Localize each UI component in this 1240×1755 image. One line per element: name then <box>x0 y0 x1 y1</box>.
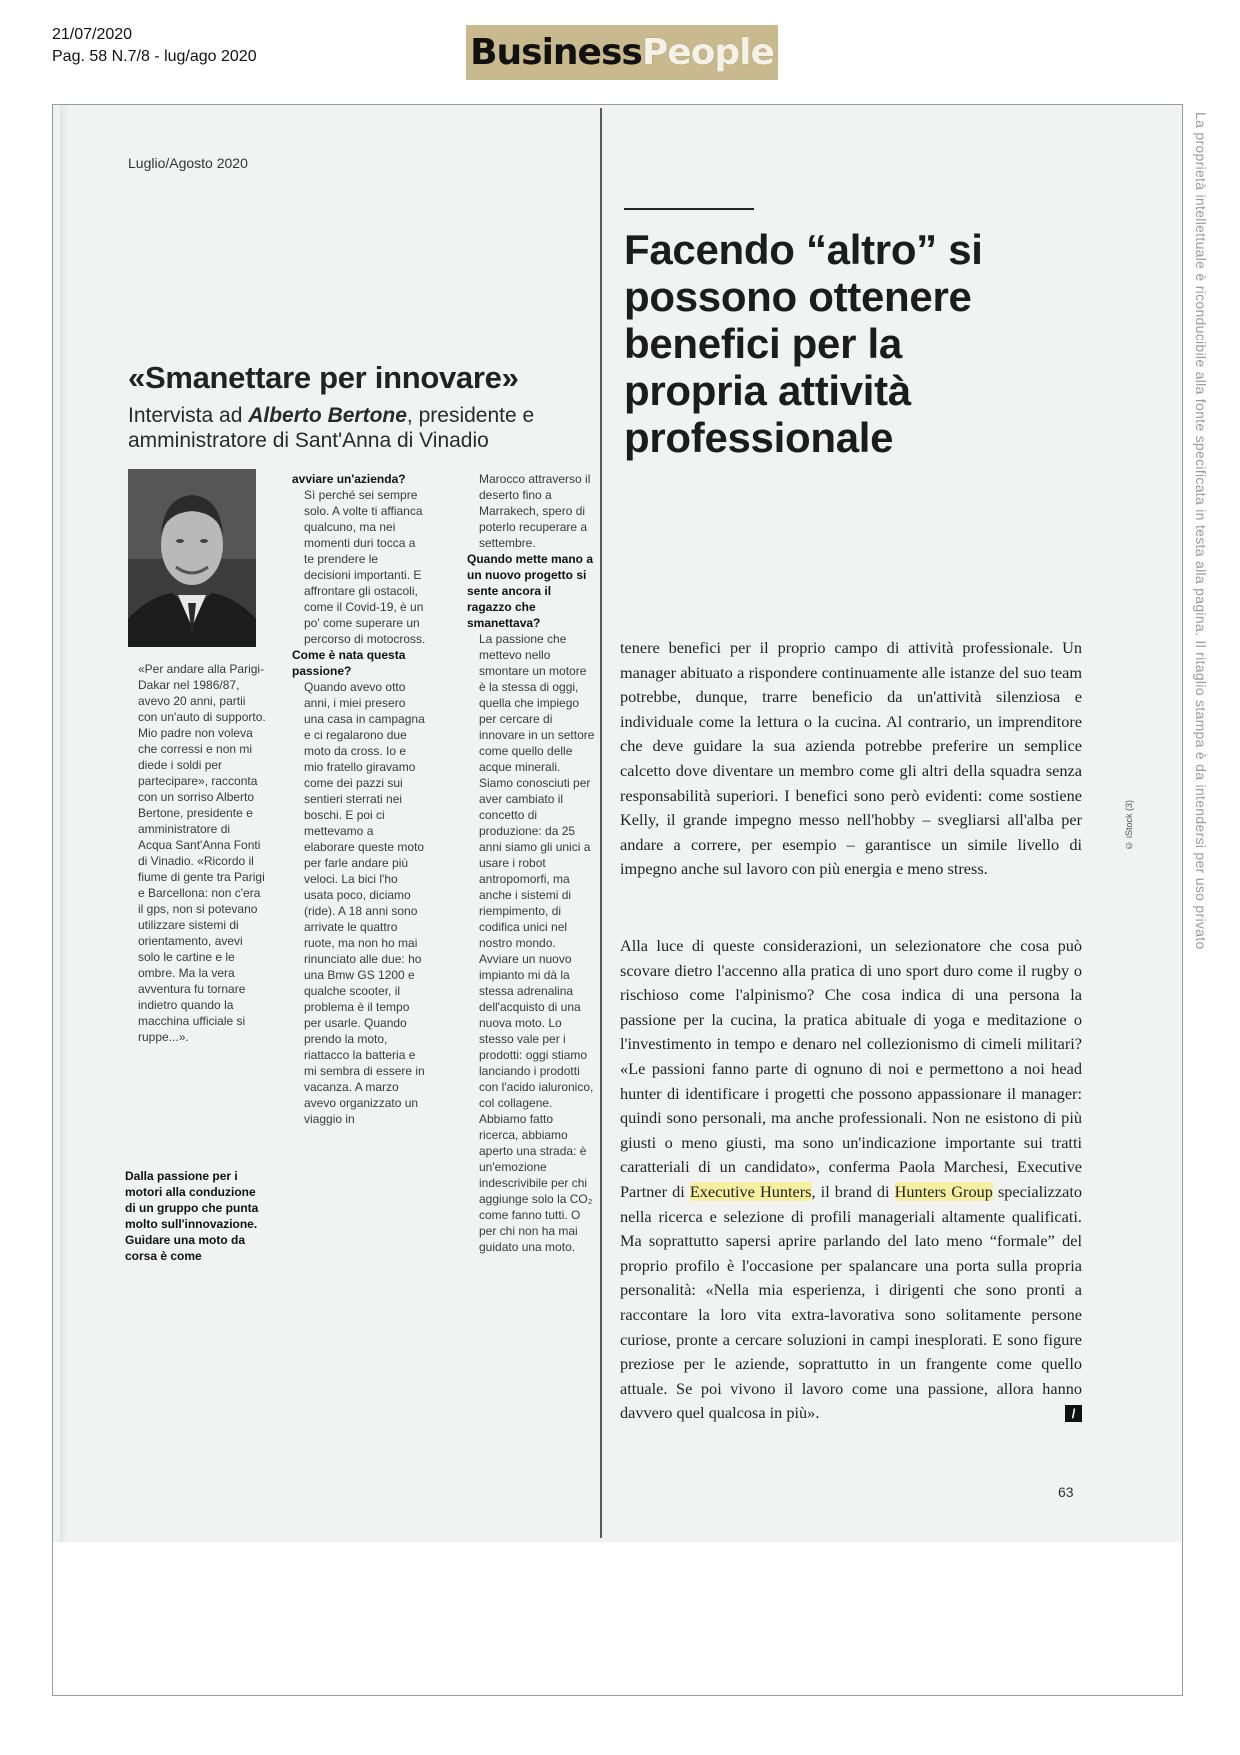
headline-rule <box>624 208 754 210</box>
left-page-edge <box>60 105 68 1542</box>
subtitle-rest: , presidente e amministratore di Sant'Anna di Vinadio <box>128 404 535 452</box>
clipping-date: 21/07/2020 <box>52 26 133 43</box>
paragraph-2-part-b: , il brand di <box>811 1181 895 1201</box>
logo-word-business: Business <box>470 32 642 73</box>
interview-column-1 <box>138 661 266 1045</box>
paragraph-2-part-a: Alla luce di queste considerazioni, un selezionatore che cosa può scovare dietro l'accenno alla pratica di uno sport duro come il rugby o rischioso come l'alpinismo? Che cosa indica di una persona la passione per la cucina, la pratica abituale di yoga e meditazione o l'investimento in tempo e denaro nel collezionismo di cimeli militari? «Le passioni fanno parte di ognuno di noi e permettono a noi head hunter di identificare i progetti che possono appassionare il manager: quindi sono personali, ma anche professionali. Non ne esistono di più giusti o meno giusti, ma sono un'indicazione importante sui tratti caratteriali di un candidato», conferma Paola Marchesi, Executive Partner di <box>620 936 1082 1201</box>
article-headline: Facendo “altro” si possono ottenere benefici per la propria attività professionale <box>624 226 983 461</box>
article-paragraph-2 <box>620 934 1082 1426</box>
interview-answer-2-continued: Marocco attraverso il deserto fino a Marrakech, spero di poterlo recuperare a settembre. <box>479 472 591 550</box>
clipping-page-reference: Pag. 58 N.7/8 - lug/ago 2020 <box>52 48 257 65</box>
issue-date: Luglio/Agosto 2020 <box>128 155 248 171</box>
interview-question-2: Come è nata questa passione? <box>292 648 406 678</box>
interview-question-3: Quando mette mano a un nuovo progetto si sente ancora il ragazzo che smanettava? <box>467 552 594 630</box>
paragraph-2-text <box>620 934 1082 1426</box>
interview-column-1-question <box>125 1168 265 1264</box>
interview-answer-2: Quando avevo otto anni, i miei presero una casa in campagna e ci regalarono due moto da cross. Io e mio fratello giravamo come dei pazzi sui sentieri sterrati nei boschi. E poi ci mettevamo a elaborare queste moto per farle andare più veloci. La bici l'ho usata poco, diciamo (ride). A 18 anni sono arrivate le quattro ruote, ma non ho mai rinunciato alle due: ho una Bmw GS 1200 e qualche scooter, il problema è il tempo per usarle. Quando prendo la moto, riattacco la batteria e mi sembra di essere in vacanza. A marzo avevo organizzato un viaggio in <box>304 680 425 1126</box>
interview-answer-3: La passione che mettevo nello smontare un motore è la stessa di oggi, quella che impiego per cercare di innovare in un settore come quello delle acque minerali. Siamo conosciuti per aver cambiato il concetto di produzione: da 25 anni siamo gli unici a usare i robot antropomorfi, ma anche i sistemi di riempimento, di codifica unici nel nostro mondo. Avviare un nuovo impianto mi dà la stessa adrenalina dell'acquisto di una nuova moto. Lo stesso vale per i prodotti: oggi stiamo lanciando i prodotti con l'acido ialuronico, col collagene. Abbiamo fatto ricerca, abbiamo aperto una strada: è un'emozione indescrivibile per chi aggiunge solo la CO₂ come fanno tutti. O per chi non ha mai guidato una moto. <box>479 632 595 1254</box>
paragraph-1-text: tenere benefici per il proprio campo di attività professionale. Un manager abituato a rispondere continuamente alle istanze del suo team potrebbe, dunque, trarre beneficio da un'attività silenziosa e individuale come la lettura o la cucina. Al contrario, un imprenditore che deve guidare la sua azienda potrebbe preferire un semplice calcetto dove diventare un membro come gli altri della squadra senza responsabilità superiori. I benefici sono però evidenti: come sostiene Kelly, il grande impegno messo nell'hobby – svegliarsi all'alba per andare a correre, per esempio – garantisce un simile livello di impegno anche sul lavoro con più energia e meno stress. <box>620 638 1082 879</box>
highlight-hunters-group: Hunters Group <box>894 1181 993 1201</box>
subtitle-name: Alberto Bertone <box>248 404 407 427</box>
paragraph-2-part-c: specializzato nella ricerca e selezione di profili manageriali altamente qualificati. Ma soprattutto sapersi aprire parlando del lato meno “formale” del proprio profilo è l'occasione per spalancare una porta sulla propria personalità: «Nella mia esperienza, i dirigenti che sono pronti a raccontare la loro vita extra-lavorativa sono solitamente persone curiose, pronte a cercare soluzioni in campi inesplorati. E sono figure preziose per le aziende, soprattutto in un frangente come quello attuale. Se poi vivono il lavoro come una passione, allora hanno davvero quel qualcosa in più». <box>620 1181 1083 1423</box>
interview-intro: «Per andare alla Parigi-Dakar nel 1986/87, avevo 20 anni, partii con un'auto di supporto. Mio padre non voleva che corressi e non mi diede i soldi per partecipare», racconta con un sorriso Alberto Bertone, presidente e amministratore di Acqua Sant'Anna Fonti di Vinadio. «Ricordo il fiume di gente tra Parigi e Barcellona: non c'era il gps, non si potevano utilizzare sistemi di orientamento, avevi solo le cartine e le ombre. Ma la vera avventura fu tornare indietro quando la macchina ufficiale si ruppe...». <box>138 662 266 1044</box>
photo-credit: © iStock (3) <box>1124 800 1134 851</box>
interview-column-3 <box>467 471 595 1255</box>
portrait-photo <box>128 469 256 647</box>
page-number: 63 <box>1058 1484 1074 1500</box>
business-people-logo <box>466 25 778 80</box>
interview-title: «Smanettare per innovare» <box>128 360 519 395</box>
interview-subtitle <box>128 403 598 453</box>
interview-answer-1: Sì perché sei sempre solo. A volte ti affianca qualcuno, ma nei momenti duri tocca a te prendere le decisioni importanti. E affrontare gli ostacoli, come il Covid-19, è un po' come superare un percorso di motocross. <box>304 488 426 646</box>
copyright-side-note: La proprietà intellettuale è riconducibile alla fonte specificata in testa alla pagina. Il ritaglio stampa è da intendersi per uso privato <box>1193 112 1209 950</box>
logo-word-people: People <box>641 32 774 73</box>
page-gutter-line <box>600 108 602 1538</box>
highlight-executive-hunters: Executive Hunters <box>689 1181 812 1201</box>
interview-column-2 <box>292 471 426 1127</box>
interview-question-1-start: Dalla passione per i motori alla conduzione di un gruppo che punta molto sull'innovazione. Guidare una moto da corsa è come <box>125 1169 259 1263</box>
article-paragraph-1 <box>620 636 1082 882</box>
portrait-illustration <box>128 469 256 647</box>
subtitle-prefix: Intervista ad <box>128 404 249 427</box>
article-end-mark: / <box>1065 1405 1082 1422</box>
interview-question-1-end: avviare un'azienda? <box>292 472 406 486</box>
